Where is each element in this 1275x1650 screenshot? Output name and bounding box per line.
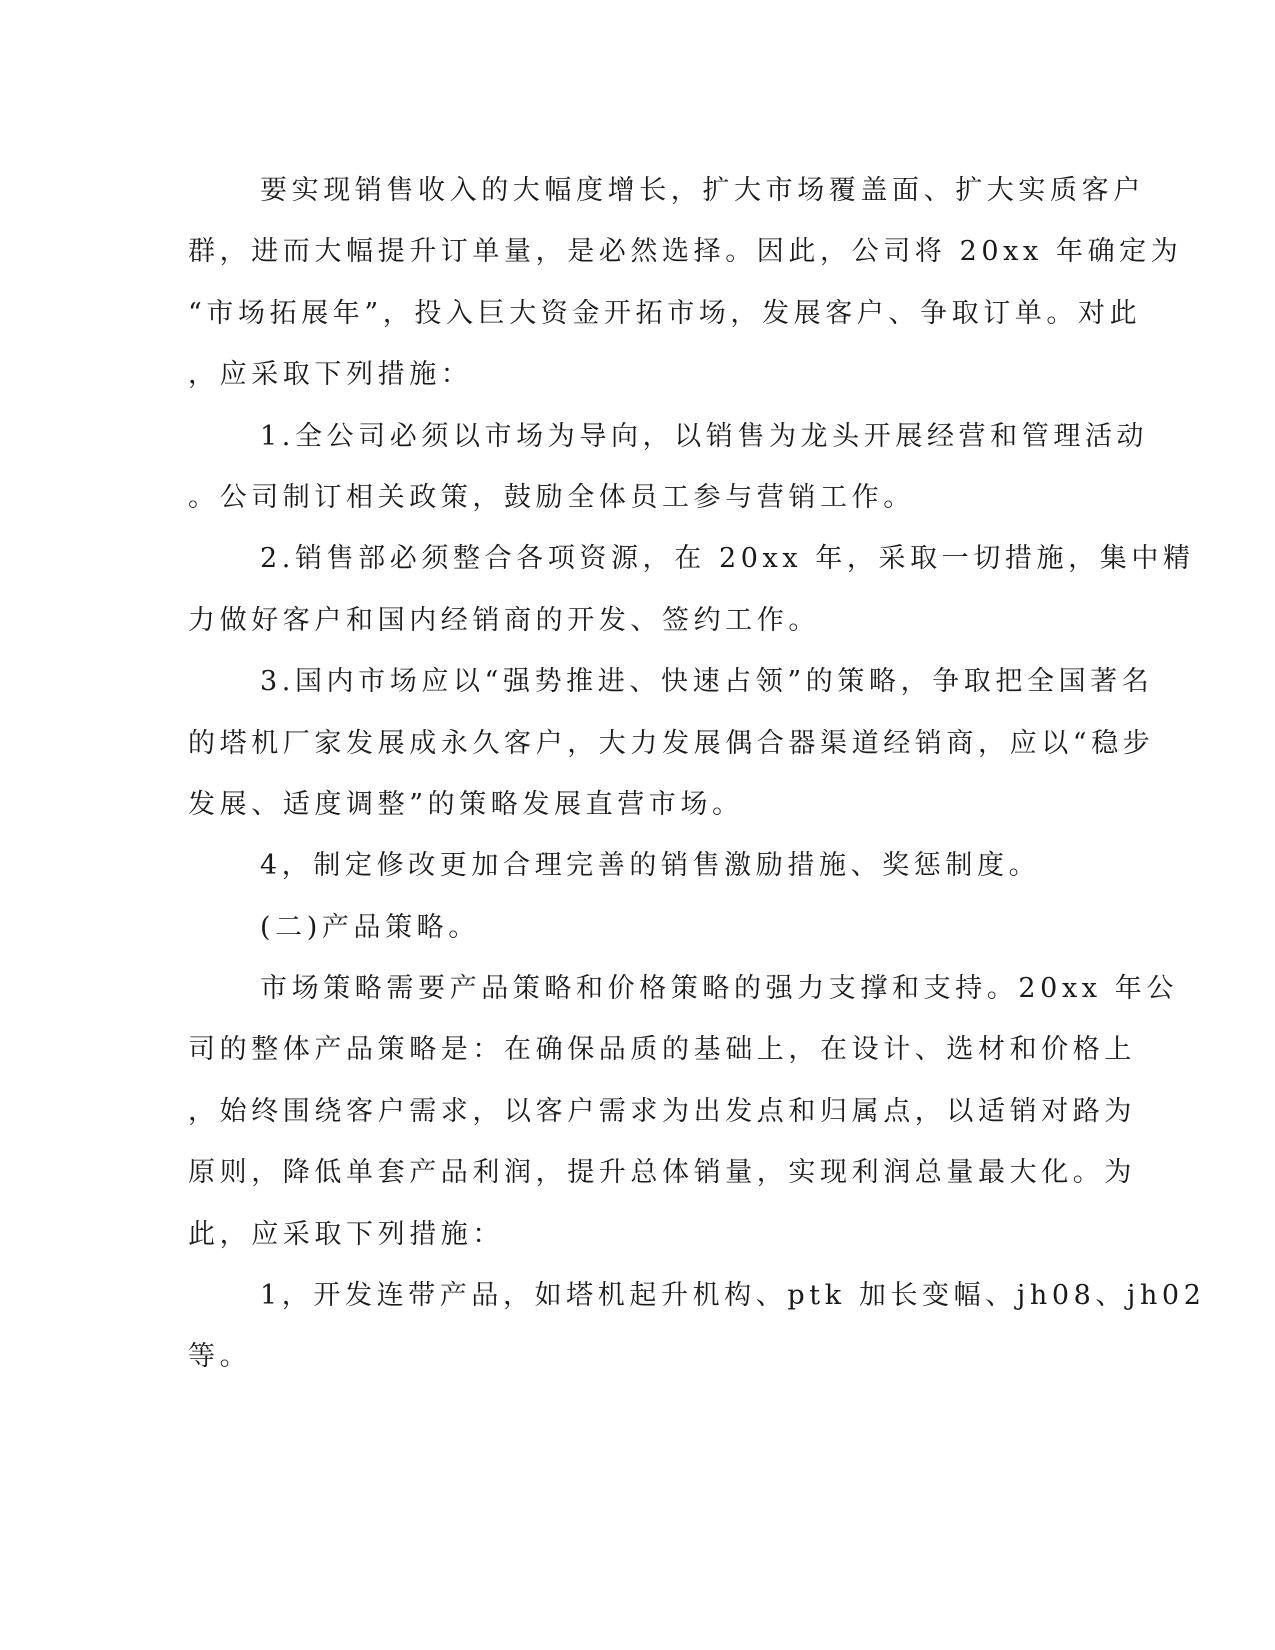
- text-line: 的塔机厂家发展成永久客户，大力发展偶合器渠道经销商，应以“稳步: [188, 727, 1155, 759]
- document-body: [188, 160, 1206, 1388]
- text-line: 要实现销售收入的大幅度增长，扩大市场覆盖面、扩大实质客户: [260, 175, 1145, 206]
- text-line: 发展、适度调整”的策略发展直营市场。: [188, 788, 744, 820]
- text-line: 1.全公司必须以市场为导向，以销售为龙头开展经营和管理活动: [260, 420, 1149, 452]
- section-heading: (二)产品策略。: [260, 911, 480, 943]
- text-line: ，始终围绕客户需求，以客户需求为出发点和归属点，以适销对路为: [188, 1095, 1136, 1127]
- text-line: 3.国内市场应以“强势推进、快速占领”的策略，争取把全国著名: [260, 666, 1154, 698]
- text-line: 司的整体产品策略是：在确保品质的基础上，在设计、选材和价格上: [188, 1034, 1136, 1066]
- text-line: 1，开发连带产品，如塔机起升机构、ptk 加长变幅、jh08、jh02: [260, 1280, 1206, 1312]
- text-line: 等。: [188, 1341, 252, 1373]
- text-line: 2.销售部必须整合各项资源，在 20xx 年，采取一切措施，集中精: [260, 543, 1195, 575]
- text-line: 群，进而大幅提升订单量，是必然选择。因此，公司将 20xx 年确定为: [188, 236, 1183, 268]
- text-line: “市场拓展年”，投入巨大资金开拓市场，发展客户、争取订单。对此: [188, 297, 1142, 329]
- text-line: 。公司制订相关政策，鼓励全体员工参与营销工作。: [188, 481, 915, 513]
- text-line: 此，应采取下列措施：: [188, 1218, 504, 1250]
- text-line: ，应采取下列措施：: [188, 359, 473, 391]
- text-line: 力做好客户和国内经销商的开发、签约工作。: [188, 604, 820, 636]
- text-line: 原则，降低单套产品利润，提升总体销量，实现利润总量最大化。为: [188, 1157, 1136, 1189]
- text-line: 4，制定修改更加合理完善的销售激励措施、奖惩制度。: [260, 850, 1041, 882]
- text-line: 市场策略需要产品策略和价格策略的强力支撑和支持。20xx 年公: [260, 973, 1178, 1005]
